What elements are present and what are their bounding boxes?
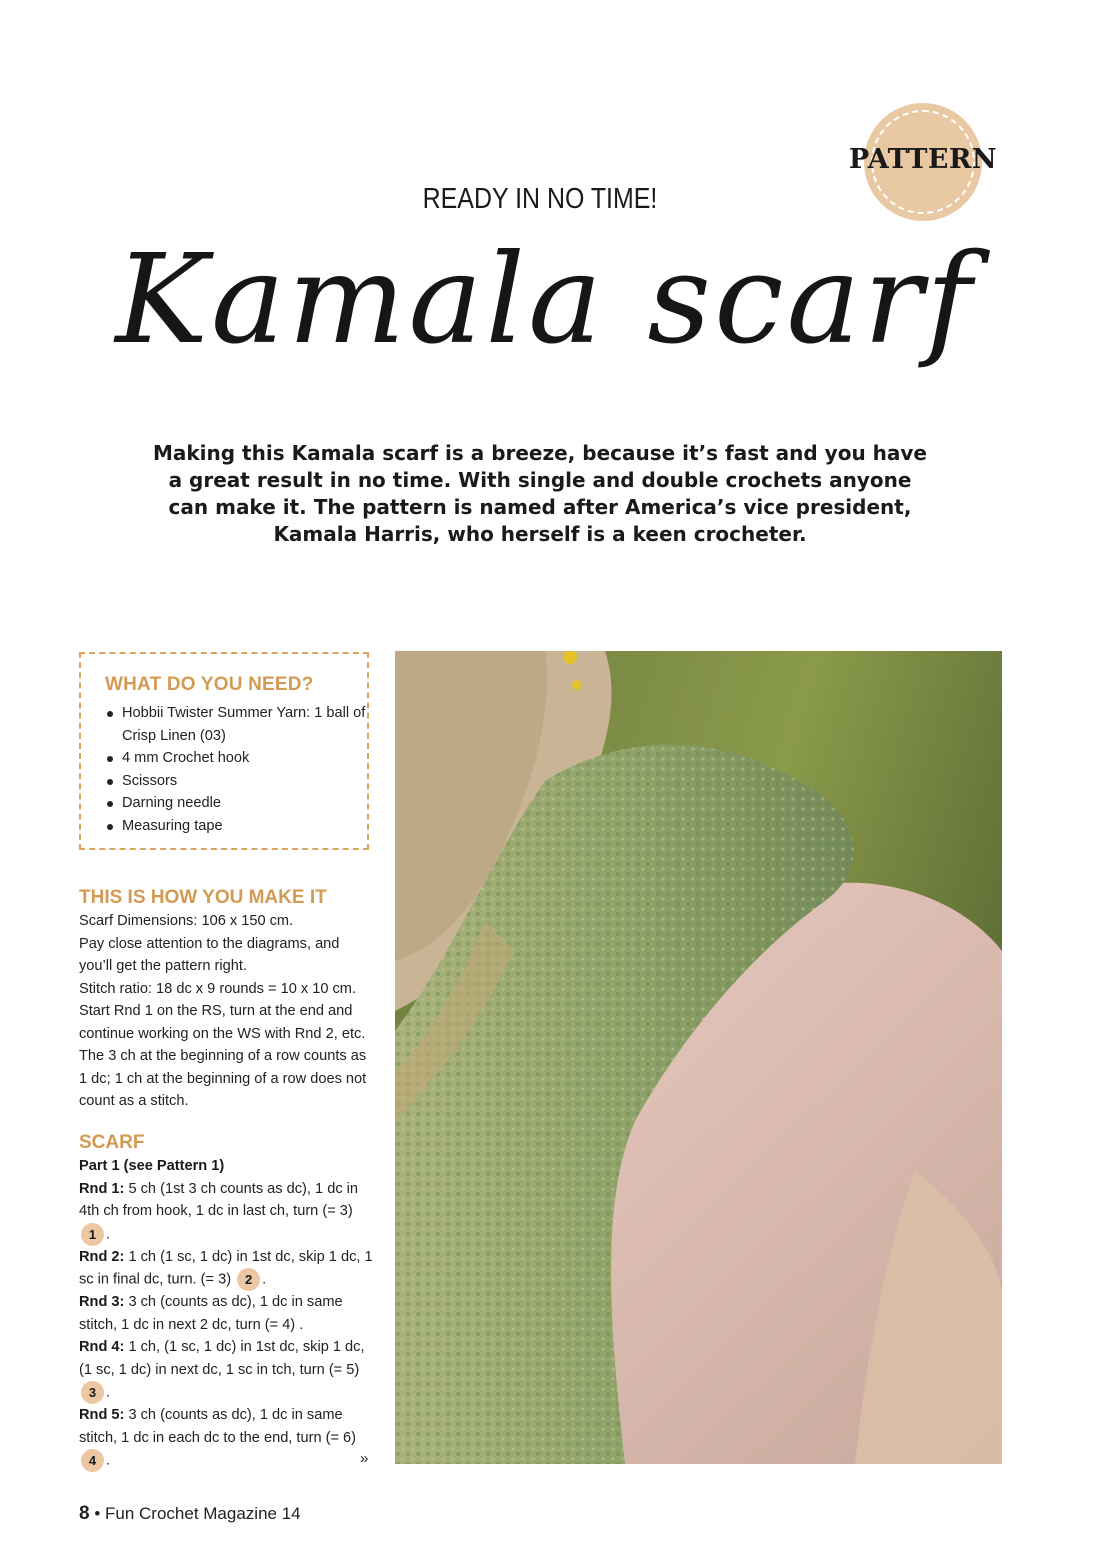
page-footer: [79, 1503, 301, 1525]
round-label: Rnd 2:: [79, 1248, 125, 1265]
instructions-line: Start Rnd 1 on the RS, turn at the end and continue working on the WS with Rnd 2, etc. The 3 ch at the beginning of a row counts as 1 dc; 1 ch at the beginning of a row does not count as a stitch.: [79, 1003, 367, 1109]
round-instruction: [79, 1178, 374, 1246]
instructions-line: Scarf Dimensions: 106 x 150 cm.: [79, 913, 294, 929]
instructions-line: Stitch ratio: 18 dc x 9 rounds = 10 x 10 cm.: [79, 980, 357, 997]
instructions-section: [79, 886, 374, 1113]
round-end: .: [106, 1225, 111, 1242]
scarf-photo-illustration: [395, 651, 1002, 1464]
round-label: Rnd 4:: [79, 1339, 125, 1355]
instructions-line: Pay close attention to the diagrams, and you’ll get the pattern right.: [79, 935, 340, 974]
round-instruction: [79, 1336, 374, 1404]
round-text: 1 ch (1 sc, 1 dc) in 1st dc, skip 1 dc, 1 sc in final dc, turn. (= 3): [79, 1248, 373, 1288]
page-title: Kamala scarf: [115, 228, 975, 372]
instructions-heading: THIS IS HOW YOU MAKE IT: [79, 887, 327, 908]
diagram-step-badge: 4: [81, 1449, 104, 1472]
list-item: Darning needle: [105, 792, 367, 815]
round-text: 1 ch, (1 sc, 1 dc) in 1st dc, skip 1 dc, (1 sc, 1 dc) in next dc, 1 sc in tch, turn (= 5): [79, 1339, 365, 1378]
pattern-badge-label: PATTERN: [848, 144, 998, 175]
part-label: Part 1 (see Pattern 1): [79, 1158, 225, 1174]
kicker: READY IN NO TIME!: [422, 183, 658, 215]
list-item: Hobbii Twister Summer Yarn: 1 ball of Crisp Linen (03): [105, 702, 367, 747]
round-label: Rnd 5:: [79, 1407, 125, 1423]
earring-drop: [572, 680, 582, 690]
round-text: 5 ch (1st 3 ch counts as dc), 1 dc in 4th ch from hook, 1 dc in last ch, turn (= 3): [79, 1180, 359, 1219]
diagram-step-badge: 2: [237, 1268, 260, 1291]
round-end: .: [106, 1384, 111, 1401]
list-item: 4 mm Crochet hook: [105, 747, 367, 770]
round-end: .: [262, 1271, 267, 1288]
scarf-heading: SCARF: [79, 1132, 145, 1153]
list-item: Measuring tape: [105, 815, 367, 838]
round-text: 3 ch (counts as dc), 1 dc in same stitch, 1 dc in each dc to the end, turn (= 6): [79, 1407, 357, 1446]
intro-paragraph: Making this Kamala scarf is a breeze, because it’s fast and you have a great result in no time. With single and double crochets anyone can make it. The pattern is named after America’s vice president, Kamala Harris, who herself is a keen crocheter.: [152, 441, 927, 546]
materials-box: [79, 652, 369, 850]
round-label: Rnd 3:: [79, 1294, 125, 1310]
round-text: 3 ch (counts as dc), 1 dc in same stitch, 1 dc in next 2 dc, turn (= 4) .: [79, 1294, 343, 1333]
diagram-step-badge: 1: [81, 1223, 104, 1246]
diagram-step-badge: 3: [81, 1381, 104, 1404]
round-instruction: [79, 1291, 374, 1336]
materials-list: [105, 702, 367, 837]
continue-mark: »: [360, 1450, 369, 1467]
footer-bullet: •: [94, 1504, 101, 1523]
magazine-name: Fun Crochet Magazine 14: [105, 1504, 301, 1523]
round-label: Rnd 1:: [79, 1180, 125, 1197]
list-item: Scissors: [105, 770, 367, 793]
round-instruction: [79, 1404, 374, 1472]
scarf-photo: [395, 651, 1002, 1464]
scarf-section: [79, 1131, 374, 1472]
round-instruction: [79, 1246, 374, 1292]
page-number: 8: [79, 1503, 90, 1524]
materials-heading: WHAT DO YOU NEED?: [105, 674, 314, 695]
round-end: .: [106, 1452, 111, 1469]
